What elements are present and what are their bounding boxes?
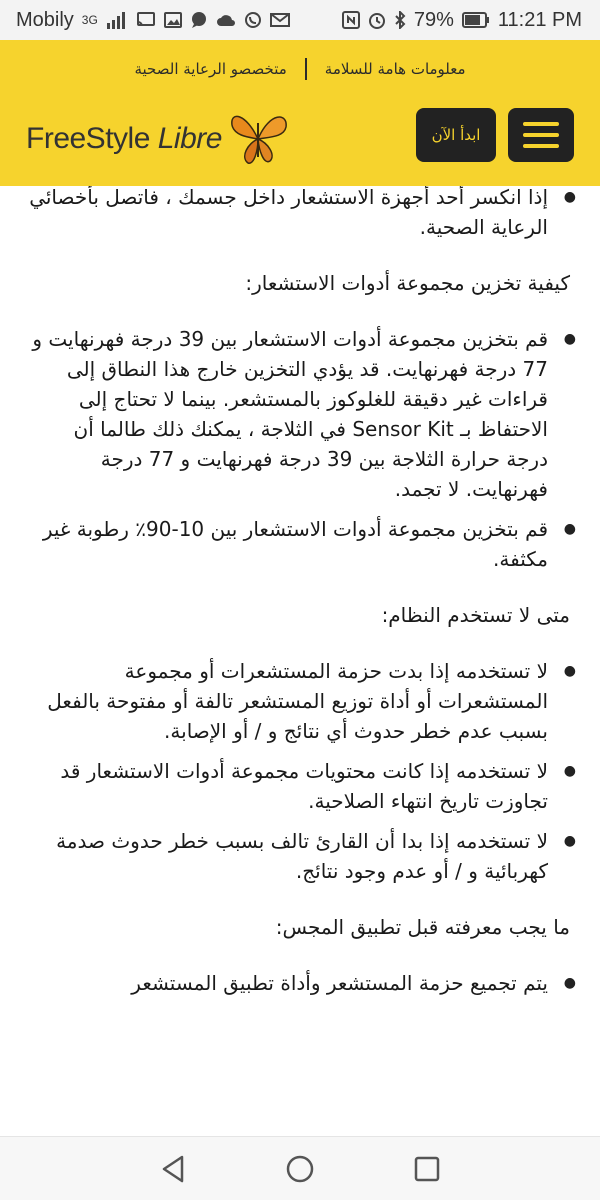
storage-list (26, 324, 570, 574)
status-bar (0, 0, 600, 40)
link-divider (305, 58, 307, 80)
freestyle-libre-logo[interactable] (26, 104, 296, 174)
section-heading-when-not: متى لا تستخدم النظام: (381, 603, 570, 627)
recents-square-icon (414, 1156, 440, 1182)
back-button[interactable] (153, 1149, 193, 1189)
menu-bar-icon (523, 122, 559, 126)
safety-info-link[interactable]: معلومات هامة للسلامة (324, 60, 466, 78)
alarm-icon (368, 11, 386, 29)
list-item: ● لا تستخدمه إذا كانت محتويات مجموعة أدوات الاستشعار قد تجاوزت تاريخ انتهاء الصلاحية. (26, 756, 570, 816)
chat-icon (190, 11, 208, 29)
menu-bar-icon (523, 144, 559, 148)
logo-text-sub: Libre (157, 122, 222, 155)
whatsapp-icon (244, 11, 262, 29)
start-now-button[interactable]: ابدأ الآن (416, 108, 496, 162)
section-heading-before-apply: ما يجب معرفته قبل تطبيق المجس: (275, 915, 570, 939)
clock: 11:21 PM (497, 8, 582, 31)
intro-list (26, 186, 570, 242)
home-circle-icon (285, 1154, 315, 1184)
logo-text-main: FreeStyle (26, 122, 150, 155)
network-type: 3G (81, 13, 98, 27)
section-heading-storage: كيفية تخزين مجموعة أدوات الاستشعار: (245, 271, 570, 295)
gallery-icon (164, 12, 182, 28)
carrier-label: Mobily (16, 8, 74, 31)
article-content (0, 186, 600, 1136)
list-item: ● قم بتخزين مجموعة أدوات الاستشعار بين 39 درجة فهرنهايت و 77 درجة فهرنهايت. قد يؤدي التخزين خارج هذا النطاق إلى قراءات غير دقيقة للغلوكوز بالمستشعر. بينما لا تحتاج إلى الاحتفاظ بـ Sensor Kit في الثلاجة ، يمكنك ذلك طالما أن درجة حرارة الثلاجة بين 39 درجة فهرنهايت و 77 درجة فهرنهايت. لا تجمد. (26, 324, 570, 504)
recents-button[interactable] (407, 1149, 447, 1189)
cloud-icon (216, 13, 236, 27)
cast-icon (136, 12, 156, 28)
list-item: ● لا تستخدمه إذا بدت حزمة المستشعرات أو مجموعة المستشعرات أو أداة توزيع المستشعر تالفة أو مفتوحة بالفعل بسبب عدم خطر حدوث أي نتائج و / أو الإصابة. (26, 656, 570, 746)
logo-text (26, 122, 222, 156)
site-header (0, 40, 600, 186)
battery-percent: 79% (413, 8, 454, 31)
list-item: ● إذا انكسر أحد أجهزة الاستشعار داخل جسمك ، فاتصل بأخصائي الرعاية الصحية. (26, 186, 570, 242)
menu-bar-icon (523, 133, 559, 137)
before-apply-list (26, 968, 570, 998)
hamburger-menu-button[interactable] (508, 108, 574, 162)
when-not-list (26, 656, 570, 886)
back-triangle-icon (160, 1155, 186, 1183)
signal-icon (106, 11, 128, 29)
list-item: ● يتم تجميع حزمة المستشعر وأداة تطبيق المستشعر (26, 968, 570, 998)
butterfly-icon (226, 109, 290, 169)
home-button[interactable] (280, 1149, 320, 1189)
battery-icon (462, 12, 490, 28)
status-right (342, 9, 582, 32)
status-left (16, 9, 290, 32)
header-links (0, 58, 600, 80)
bluetooth-icon (394, 11, 406, 29)
hcp-link[interactable]: متخصصو الرعاية الصحية (134, 60, 287, 78)
list-item: ● لا تستخدمه إذا بدا أن القارئ تالف بسبب خطر حدوث صدمة كهربائية و / أو عدم وجود نتائج. (26, 826, 570, 886)
nfc-icon (342, 11, 360, 29)
list-item: ● قم بتخزين مجموعة أدوات الاستشعار بين 10-90٪ رطوبة غير مكثفة. (26, 514, 570, 574)
mail-icon (270, 13, 290, 27)
system-nav-bar (0, 1136, 600, 1200)
